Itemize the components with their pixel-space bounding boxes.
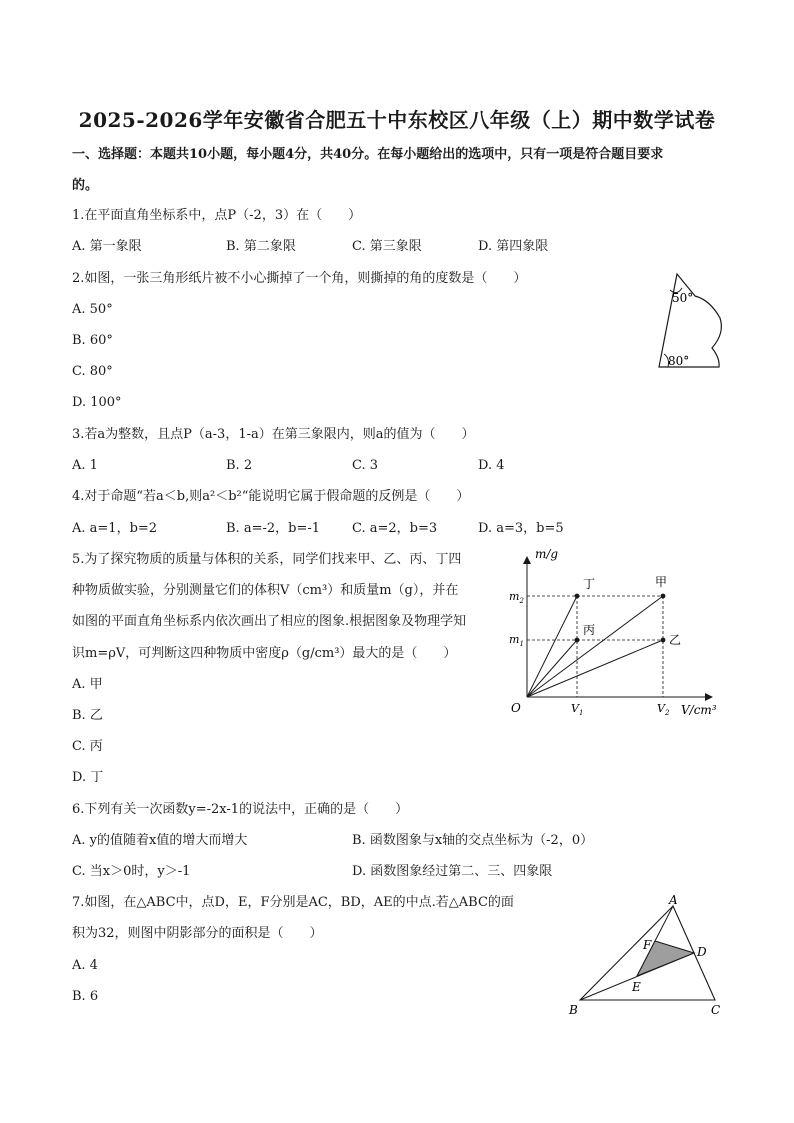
question-4-stem: 4.对于命题“若a＜b,则a²＜b²“能说明它属于假命题的反例是（ ）	[72, 489, 470, 504]
svg-text:V2	[657, 702, 670, 717]
question-4-option-a[interactable]: A. a=1，b=2	[72, 521, 158, 536]
question-7-option-a[interactable]: A. 4	[72, 958, 98, 973]
question-5-option-d[interactable]: D. 丁	[72, 770, 104, 785]
question-1-option-c[interactable]: C. 第三象限	[352, 239, 422, 254]
question-5-line2: 种物质做实验，分别测量它们的体积V（cm³）和质量m（g），并在	[72, 583, 459, 598]
question-7-line2: 积为32，则图中阴影部分的面积是（ ）	[72, 926, 323, 941]
question-5-option-b[interactable]: B. 乙	[72, 708, 103, 723]
m2-subscript: 2	[519, 597, 524, 605]
y-axis-label: m/g	[535, 547, 559, 561]
question-5-line1: 5.为了探究物质的质量与体积的关系，同学们找来甲、乙、丙、丁四	[72, 552, 462, 567]
page-title: 2025-2026学年安徽省合肥五十中东校区八年级（上）期中数学试卷	[78, 108, 716, 132]
question-1-stem: 1.在平面直角坐标系中，点P（-2，3）在（ ）	[72, 208, 362, 223]
question-5-option-c[interactable]: C. 丙	[72, 739, 103, 754]
question-3-option-c[interactable]: C. 3	[352, 458, 379, 473]
v1-label: V	[571, 702, 579, 715]
question-4-option-c[interactable]: C. a=2，b=3	[352, 521, 438, 536]
question-2-figure	[650, 268, 730, 374]
section-heading-line1: 一、选择题：本题共10小题，每小题4分，共40分。在每小题给出的选项中，只有一项是符合题目要求	[72, 147, 664, 162]
question-3-option-b[interactable]: B. 2	[226, 458, 253, 473]
svg-text:V1	[571, 702, 583, 717]
question-4-option-d[interactable]: D. a=3，b=5	[478, 521, 564, 536]
question-5-line4: 识m=ρV，可判断这四种物质中密度ρ（g/cm³）最大的是（ ）	[72, 646, 457, 661]
series-bing-label: 丙	[583, 623, 596, 637]
question-6-stem: 6.下列有关一次函数y=-2x-1的说法中，正确的是（ ）	[72, 802, 409, 817]
question-6-option-a[interactable]: A. y的值随着x值的增大而增大	[72, 833, 248, 848]
m1-label: m	[509, 633, 520, 646]
question-3-stem: 3.若a为整数，且点P（a-3，1-a）在第三象限内，则a的值为（ ）	[72, 427, 475, 442]
question-1-option-a[interactable]: A. 第一象限	[72, 239, 142, 254]
question-2-stem: 2.如图，一张三角形纸片被不小心撕掉了一个角，则撕掉的角的度数是（ ）	[72, 271, 527, 286]
question-1-option-d[interactable]: D. 第四象限	[478, 239, 549, 254]
question-3-option-d[interactable]: D. 4	[478, 458, 505, 473]
point-f-label: F	[643, 938, 652, 952]
series-yi-label: 乙	[669, 633, 682, 647]
m2-label: m	[509, 590, 520, 603]
series-ding-label: 丁	[583, 577, 596, 591]
vertex-b-label: B	[569, 1003, 578, 1017]
question-5-option-a[interactable]: A. 甲	[72, 677, 103, 692]
question-6-option-c[interactable]: C. 当x＞0时，y＞-1	[72, 864, 191, 879]
question-6-option-b[interactable]: B. 函数图象与x轴的交点坐标为（-2，0）	[352, 833, 594, 848]
question-7-figure	[565, 890, 735, 1020]
question-5-line3: 如图的平面直角坐标系内依次画出了相应的图象.根据图象及物理学知	[72, 614, 467, 629]
vertex-a-label: A	[669, 893, 678, 907]
svg-text:m1	[509, 633, 524, 648]
x-axis-label: V/cm³	[681, 703, 717, 717]
svg-text:m2	[509, 590, 524, 605]
angle-80-label: 80°	[668, 354, 690, 368]
v1-subscript: 1	[578, 709, 584, 717]
question-2-option-a[interactable]: A. 50°	[72, 302, 113, 317]
question-2-option-d[interactable]: D. 100°	[72, 395, 122, 410]
vertex-c-label: C	[711, 1003, 721, 1017]
origin-label: O	[511, 701, 521, 715]
section-heading-line2: 的。	[72, 178, 99, 193]
point-d-label: D	[697, 945, 707, 959]
series-jia-label: 甲	[655, 575, 668, 589]
v2-label: V	[657, 702, 665, 715]
v2-subscript: 2	[664, 709, 670, 717]
question-2-option-c[interactable]: C. 80°	[72, 364, 113, 379]
question-2-option-b[interactable]: B. 60°	[72, 333, 113, 348]
question-6-option-d[interactable]: D. 函数图象经过第二、三、四象限	[352, 864, 553, 879]
m1-subscript: 1	[519, 640, 524, 648]
question-3-option-a[interactable]: A. 1	[72, 458, 98, 473]
question-1-option-b[interactable]: B. 第二象限	[226, 239, 296, 254]
question-5-graph	[505, 542, 730, 724]
question-7-option-b[interactable]: B. 6	[72, 989, 99, 1004]
question-4-option-b[interactable]: B. a=-2，b=-1	[226, 521, 321, 536]
angle-50-label: 50°	[672, 291, 694, 305]
point-e-label: E	[632, 980, 641, 994]
question-7-line1: 7.如图，在△ABC中，点D，E，F分别是AC，BD，AE的中点.若△ABC的面	[72, 895, 514, 910]
